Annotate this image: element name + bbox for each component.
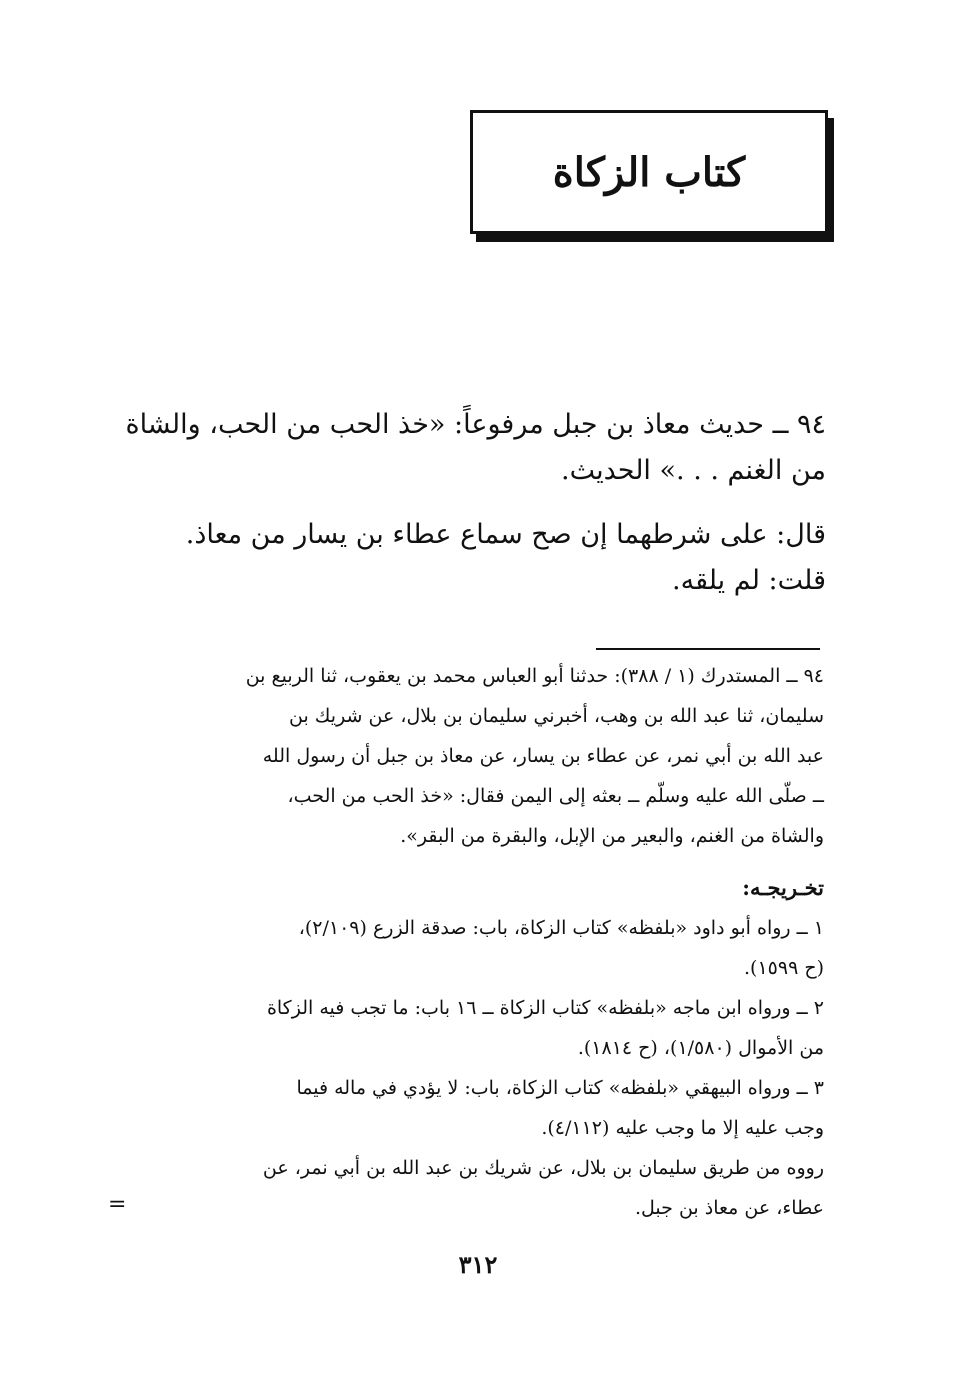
footnote-line: والشاة من الغنم، والبعير من الإبل، والبقرة من البقر». — [400, 825, 824, 847]
comment-line: قلت: لم يلقه. — [672, 565, 826, 596]
chapter-title: كتاب الزكاة — [552, 148, 746, 196]
comment-line: قال: على شرطهما إن صح سماع عطاء بن يسار من معاذ. — [185, 519, 826, 550]
footnote-line: ٢ ــ ورواه ابن ماجه «بلفظه» كتاب الزكاة ــ ١٦ باب: ما تجب فيه الزكاة — [266, 997, 824, 1019]
footnote-line: عبد الله بن أبي نمر، عن عطاء بن يسار، عن معاذ بن جبل أن رسول الله — [262, 745, 824, 767]
footnote-line: سليمان، ثنا عبد الله بن وهب، أخبرني سليمان بن بلال، عن شريك بن — [288, 705, 824, 727]
footnote-takhrij — [124, 868, 824, 1228]
footnote-line: ــ صلّى الله عليه وسلّم ــ بعثه إلى اليمن فقال: «خذ الحب من الحب، — [287, 785, 824, 807]
hadith-text — [120, 402, 826, 494]
footnote-line: عطاء، عن معاذ بن جبل. — [635, 1197, 824, 1219]
page-number: ٣١٢ — [458, 1250, 498, 1279]
footnote-line: رووه من طريق سليمان بن بلال، عن شريك بن عبد الله بن أبي نمر، عن — [262, 1157, 824, 1179]
continuation-mark: = — [108, 1192, 127, 1217]
footnote-separator — [596, 648, 820, 650]
hadith-comment — [120, 512, 826, 604]
footnote-line: (ح ١٥٩٩). — [744, 957, 824, 979]
takhrij-heading: تخـريجـه: — [742, 875, 824, 900]
chapter-title-box — [470, 110, 828, 234]
footnote-line: من الأموال (١/٥٨٠)، (ح ١٨١٤). — [577, 1037, 824, 1059]
footnote-line: وجب عليه إلا ما وجب عليه (٤/١١٢). — [541, 1117, 824, 1139]
hadith-line: من الغنم . . .» الحديث. — [560, 455, 826, 486]
footnote-line: ٩٤ ــ المستدرك (١ / ٣٨٨): حدثنا أبو العباس محمد بن يعقوب، ثنا الربيع بن — [245, 665, 824, 687]
footnote-line: ١ ــ رواه أبو داود «بلفظه» كتاب الزكاة، باب: صدقة الزرع (٢/١٠٩)، — [298, 917, 824, 939]
hadith-line: ٩٤ ــ حديث معاذ بن جبل مرفوعاً: «خذ الحب من الحب، والشاة — [125, 409, 826, 440]
footnote-line: ٣ ــ ورواه البيهقي «بلفظه» كتاب الزكاة، باب: لا يؤدي في ماله فيما — [296, 1077, 824, 1099]
footnote-isnad — [124, 656, 824, 856]
